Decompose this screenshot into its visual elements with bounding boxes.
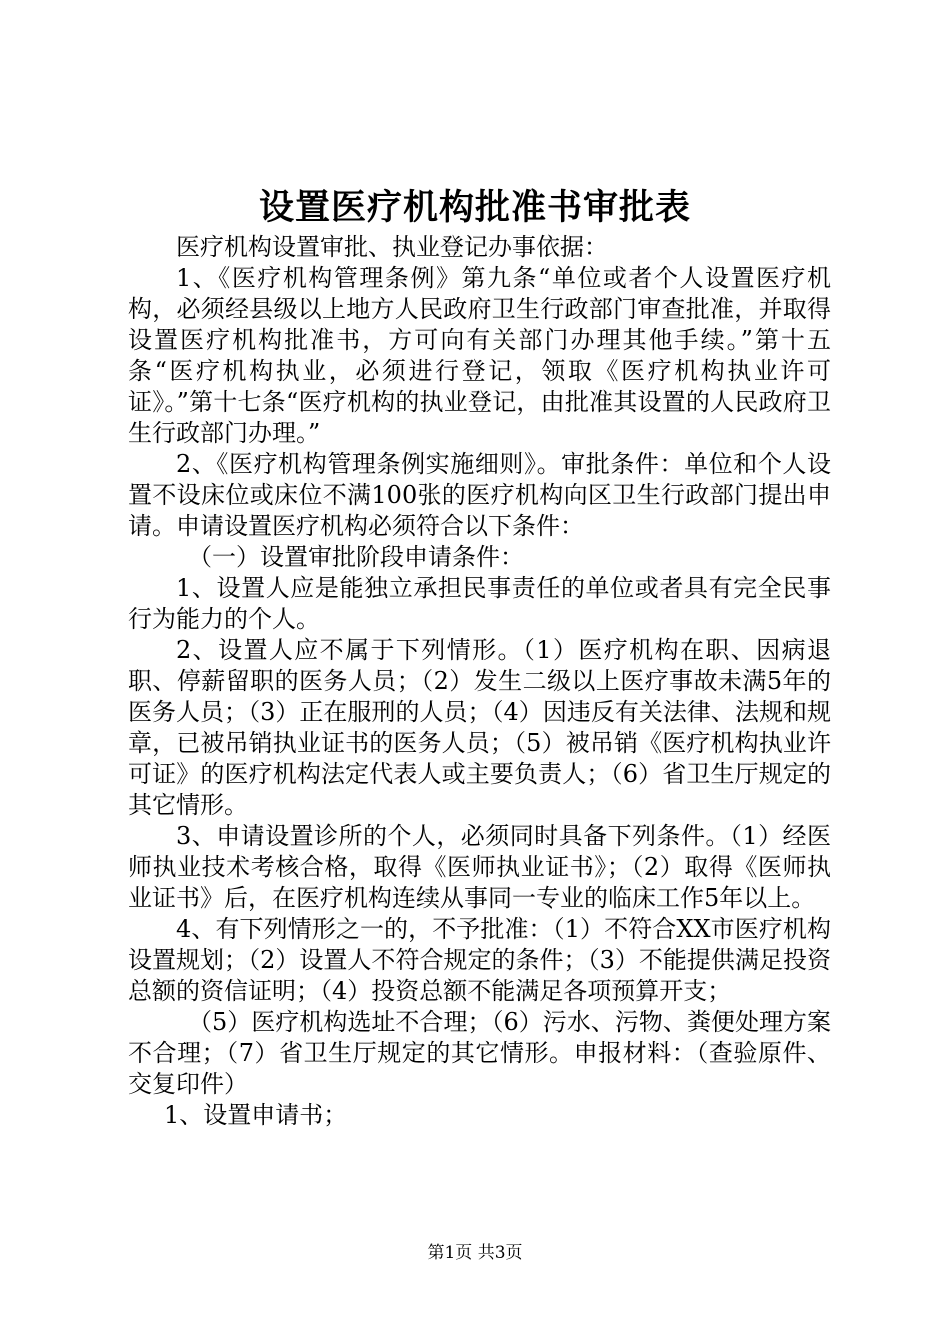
document-title: 设置医疗机构批准书审批表 bbox=[258, 187, 691, 228]
paragraph-stage-heading: （一）设置审批阶段申请条件： bbox=[188, 543, 524, 571]
paragraph-condition-1: 1、设置人应是能独立承担民事责任的单位或者具有完全民事行为能力的个人。 bbox=[128, 574, 831, 633]
paragraph-condition-2: 2、设置人应不属于下列情形。（1）医疗机构在职、因病退职、停薪留职的医务人员；（2）发生二级以上医疗事故未满5年的医务人员；（3）正在服刑的人员；（4）因违反有关法律、法规和规章，已被吊销执业证书的医务人员；（5）被吊销《医疗机构执业许可证》的医疗机构法定代表人或主要负责人；（6）省卫生厅规定的其它情形。 bbox=[128, 636, 831, 819]
paragraph-basis-intro: 医疗机构设置审批、执业登记办事依据： bbox=[176, 233, 608, 261]
paragraph-condition-4: 4、有下列情形之一的，不予批准：（1）不符合XX市医疗机构设置规划；（2）设置人不符合规定的条件；（3）不能提供满足投资总额的资信证明；（4）投资总额不能满足各项预算开支； bbox=[128, 915, 831, 1005]
paragraph-material-1: 1、设置申请书； bbox=[164, 1101, 348, 1129]
page-footer: 第1页 共3页 bbox=[427, 1243, 523, 1263]
document-body bbox=[128, 232, 831, 1131]
paragraph-condition-4-cont: （5）医疗机构选址不合理；（6）污水、污物、粪便处理方案不合理；（7）省卫生厅规定的其它情形。申报材料：（查验原件、交复印件） bbox=[128, 1008, 831, 1098]
paragraph-regulation-1: 1、《医疗机构管理条例》第九条“单位或者个人设置医疗机构，必须经县级以上地方人民政府卫生行政部门审查批准，并取得设置医疗机构批准书，方可向有关部门办理其他手续。”第十五条“医疗机构执业，必须进行登记，领取《医疗机构执业许可证》。”第十七条“医疗机构的执业登记，由批准其设置的人民政府卫生行政部门办理。” bbox=[128, 264, 831, 447]
paragraph-regulation-2: 2、《医疗机构管理条例实施细则》。审批条件：单位和个人设置不设床位或床位不满100张的医疗机构向区卫生行政部门提出申请。申请设置医疗机构必须符合以下条件： bbox=[128, 450, 831, 540]
paragraph-condition-3: 3、申请设置诊所的个人，必须同时具备下列条件。（1）经医师执业技术考核合格，取得《医师执业证书》；（2）取得《医师执业证书》后，在医疗机构连续从事同一专业的临床工作5年以上。 bbox=[128, 822, 831, 912]
